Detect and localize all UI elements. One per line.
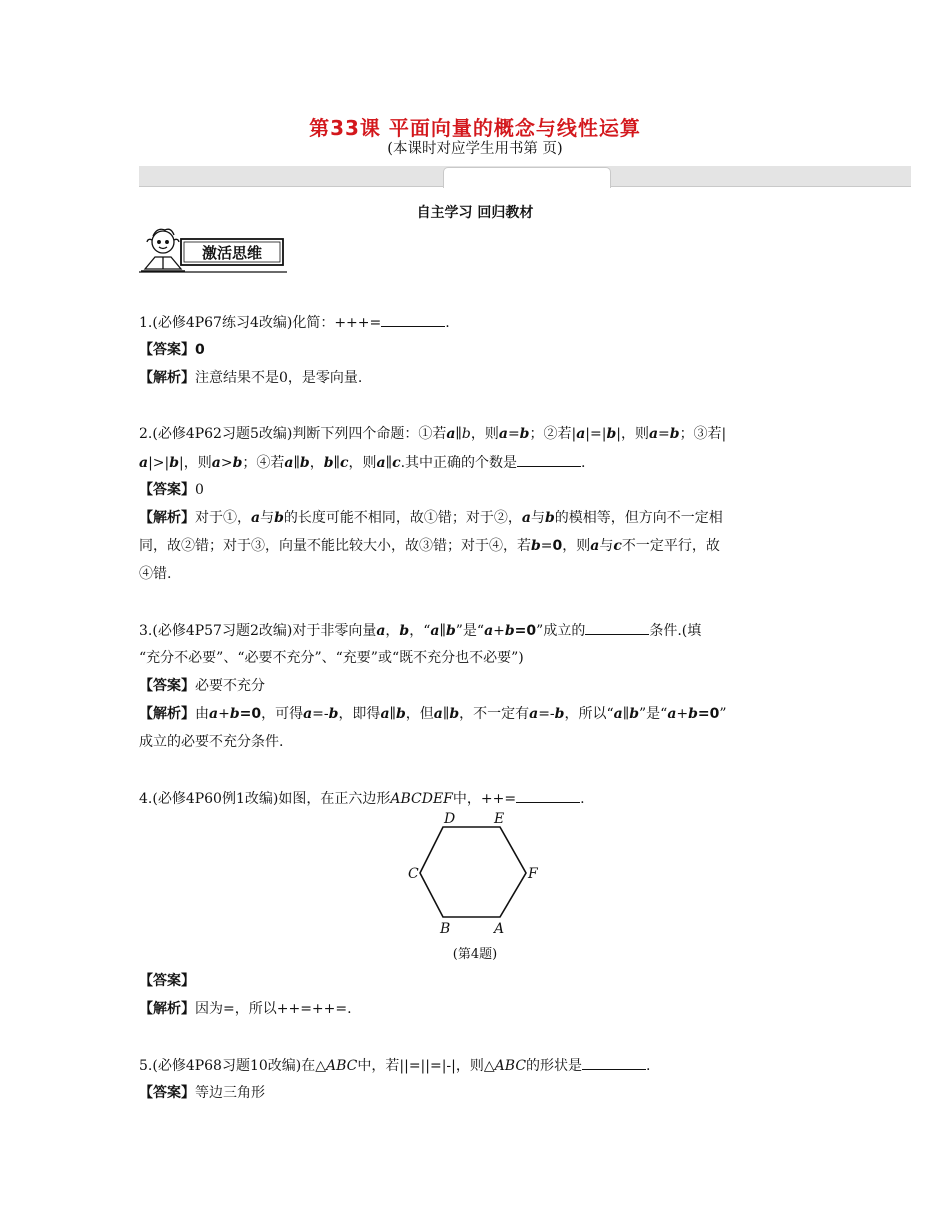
vec-b: b bbox=[399, 623, 410, 639]
q5-question bbox=[139, 1055, 650, 1076]
section-heading: 自主学习 回归教材 bbox=[416, 205, 534, 221]
page-subtitle: (本课时对应学生用书第 页) bbox=[387, 141, 563, 157]
vec-a: a bbox=[576, 426, 586, 442]
q2-text: |=| bbox=[585, 426, 607, 442]
q5-blank bbox=[582, 1055, 646, 1070]
q2-text: ，则 bbox=[348, 455, 377, 471]
q2-text: .其中正确的个数是 bbox=[400, 455, 518, 471]
vertex-E: E bbox=[494, 811, 505, 827]
q3-text: ， bbox=[385, 623, 400, 639]
q3-analysis-line1 bbox=[139, 704, 727, 724]
vec-a: a bbox=[211, 455, 221, 471]
vec-b: b bbox=[299, 455, 310, 471]
q4-text: 中，++= bbox=[452, 791, 517, 807]
analysis-label: 【解析】 bbox=[139, 1001, 195, 1017]
q2-analysis: ，则 bbox=[562, 538, 591, 554]
vec-a: a bbox=[433, 706, 443, 722]
q3-analysis: ，但 bbox=[405, 706, 434, 722]
q4-answer-line bbox=[139, 971, 195, 991]
q2-analysis: 与 bbox=[599, 538, 614, 554]
parallel-symbol: ∥ bbox=[439, 623, 446, 639]
vec-a: a bbox=[376, 455, 386, 471]
q4-text: 4.(必修4P60例1改编)如图，在正六边形 bbox=[139, 791, 391, 807]
q2-blank bbox=[517, 452, 581, 467]
vertex-B: B bbox=[440, 921, 451, 935]
vec-b: b bbox=[229, 706, 240, 722]
q2-text: = bbox=[507, 426, 520, 442]
vec-a: a bbox=[498, 426, 508, 442]
answer-label: 【答案】 bbox=[139, 482, 195, 498]
q1-answer-line bbox=[139, 340, 205, 360]
activate-thinking-badge bbox=[139, 225, 287, 275]
q5-end: . bbox=[646, 1058, 651, 1074]
reading-child-icon bbox=[141, 229, 185, 271]
q3-analysis: =- bbox=[312, 706, 329, 722]
analysis-label: 【解析】 bbox=[139, 370, 195, 386]
vec-a: a bbox=[667, 706, 677, 722]
hexagon-figure bbox=[400, 805, 550, 935]
vec-b: b bbox=[669, 426, 680, 442]
q5-triangle-name: ABC bbox=[326, 1058, 358, 1074]
q3-analysis: 由 bbox=[195, 706, 209, 722]
vec-a: a bbox=[590, 538, 600, 554]
vec-a: a bbox=[430, 623, 440, 639]
q3-analysis: =0 bbox=[239, 706, 262, 722]
q2-text: ；④若 bbox=[242, 455, 285, 471]
vec-a: a bbox=[613, 706, 623, 722]
figure-caption: (第4题) bbox=[452, 947, 498, 962]
q4-analysis-line bbox=[139, 999, 352, 1019]
q3-analysis: ，即得 bbox=[338, 706, 381, 722]
q1-analysis-line bbox=[139, 368, 362, 388]
vertex-A: A bbox=[494, 921, 505, 935]
q2-analysis-line1 bbox=[139, 508, 723, 528]
vec-b: b bbox=[395, 706, 406, 722]
q1-end: . bbox=[445, 315, 450, 331]
vec-b: b bbox=[461, 426, 471, 442]
page-title: 第33课 平面向量的概念与线性运算 bbox=[309, 116, 641, 140]
vec-a: a bbox=[521, 510, 531, 526]
q5-answer: 等边三角形 bbox=[195, 1085, 265, 1101]
q2-answer-line bbox=[139, 480, 204, 500]
q2-text: = bbox=[658, 426, 670, 442]
q4-analysis: 因为=，所以++=++=. bbox=[195, 1001, 352, 1017]
q5-answer-line bbox=[139, 1083, 265, 1103]
vec-b: b bbox=[445, 623, 456, 639]
q2-analysis: 与 bbox=[260, 510, 275, 526]
q2-text: > bbox=[220, 455, 233, 471]
header-bar-tab bbox=[443, 167, 611, 188]
q2-end: . bbox=[581, 455, 586, 471]
parallel-symbol: ∥ bbox=[293, 455, 300, 471]
q2-question-line1 bbox=[139, 424, 726, 444]
q2-text: ， bbox=[309, 455, 324, 471]
q3-text: =0 bbox=[514, 623, 537, 639]
vec-b: b bbox=[531, 538, 541, 554]
q2-answer: 0 bbox=[195, 482, 204, 498]
vec-b: b bbox=[688, 706, 698, 722]
q2-analysis: 对于①， bbox=[195, 510, 251, 526]
zero-vector: 0 bbox=[552, 538, 563, 554]
q1-text: 1.(必修4P67练习4改编)化简：+++= bbox=[139, 315, 382, 331]
q2-analysis: 的长度可能不相同，故①错；对于②， bbox=[283, 510, 522, 526]
answer-label: 【答案】 bbox=[139, 678, 195, 694]
q2-text: ；②若| bbox=[529, 426, 577, 442]
q3-text: ”是“ bbox=[455, 623, 485, 639]
vec-a: a bbox=[376, 623, 386, 639]
vec-b: b bbox=[169, 455, 180, 471]
q1-blank bbox=[381, 312, 445, 327]
q3-blank bbox=[585, 620, 649, 635]
vec-b: b bbox=[323, 455, 334, 471]
q3-text: 条件.(填 bbox=[649, 623, 702, 639]
vec-c: c bbox=[339, 455, 349, 471]
vec-a: a bbox=[648, 426, 659, 442]
q3-analysis: ，所以“ bbox=[564, 706, 614, 722]
q3-analysis: 成立的必要不充分条件. bbox=[139, 734, 284, 750]
q4-shape-name: ABCDEF bbox=[390, 791, 453, 807]
q4-end: . bbox=[580, 791, 585, 807]
parallel-symbol: ∥ bbox=[385, 455, 393, 471]
vec-b: b bbox=[449, 706, 460, 722]
vec-a: a bbox=[529, 706, 539, 722]
vertex-F: F bbox=[528, 866, 538, 882]
q2-text: |，则 bbox=[616, 426, 649, 442]
q5-text: 5.(必修4P68习题10改编)在△ bbox=[139, 1058, 327, 1074]
q3-analysis-line2 bbox=[139, 732, 283, 752]
vec-b: b bbox=[606, 426, 617, 442]
vec-b: b bbox=[232, 455, 243, 471]
q3-analysis: ，不一定有 bbox=[459, 706, 530, 722]
vec-c: c bbox=[392, 455, 401, 471]
parallel-symbol: ∥ bbox=[455, 426, 462, 442]
hexagon-shape bbox=[420, 827, 526, 917]
analysis-label: 【解析】 bbox=[139, 706, 195, 722]
q2-analysis: 不一定平行，故 bbox=[621, 538, 720, 554]
q3-answer: 必要不充分 bbox=[195, 678, 265, 694]
vec-a: a bbox=[139, 455, 149, 471]
vec-a: a bbox=[284, 455, 294, 471]
answer-label: 【答案】 bbox=[139, 342, 195, 358]
q3-question-line1 bbox=[139, 620, 701, 641]
parallel-symbol: ∥ bbox=[389, 706, 396, 722]
q3-analysis: =- bbox=[538, 706, 555, 722]
q2-analysis-line3 bbox=[139, 564, 171, 584]
q3-text: ”成立的 bbox=[536, 623, 586, 639]
vec-a: a bbox=[303, 706, 313, 722]
answer-label: 【答案】 bbox=[139, 1085, 195, 1101]
vec-b: b bbox=[544, 510, 555, 526]
q5-text: 的形状是 bbox=[526, 1058, 583, 1074]
vec-a: a bbox=[380, 706, 390, 722]
q3-text: + bbox=[493, 623, 505, 639]
q2-analysis: 同，故②错；对于③，向量不能比较大小，故③错；对于④，若 bbox=[139, 538, 531, 554]
q2-text: ，则 bbox=[470, 426, 499, 442]
parallel-symbol: ∥ bbox=[442, 706, 450, 722]
q1-answer: 0 bbox=[195, 342, 205, 358]
vertex-C: C bbox=[408, 866, 419, 882]
q2-text: 2.(必修4P62习题5改编)判断下列四个命题：①若 bbox=[139, 426, 447, 442]
q3-analysis: ，可得 bbox=[261, 706, 304, 722]
q5-triangle-name: ABC bbox=[494, 1058, 527, 1074]
vec-a: a bbox=[251, 510, 261, 526]
answer-label: 【答案】 bbox=[139, 973, 195, 989]
q3-analysis: + bbox=[676, 706, 689, 722]
vec-a: a bbox=[209, 706, 219, 722]
vec-b: b bbox=[504, 623, 515, 639]
vec-b: b bbox=[328, 706, 339, 722]
q3-text: ，“ bbox=[409, 623, 431, 639]
q2-text: |>| bbox=[148, 455, 170, 471]
q5-text: 中，若||=||=|-|，则△ bbox=[357, 1058, 495, 1074]
analysis-label: 【解析】 bbox=[139, 510, 195, 526]
q2-analysis: ④错. bbox=[139, 566, 172, 582]
vec-b: b bbox=[554, 706, 565, 722]
q1-question bbox=[139, 312, 450, 333]
q2-analysis-line2 bbox=[139, 536, 720, 556]
vec-b: b bbox=[629, 706, 639, 722]
q2-analysis: 与 bbox=[530, 510, 545, 526]
q3-answer-line bbox=[139, 676, 265, 696]
parallel-symbol: ∥ bbox=[622, 706, 630, 722]
q3-analysis: + bbox=[218, 706, 230, 722]
q3-text: 3.(必修4P57习题2改编)对于非零向量 bbox=[139, 623, 377, 639]
vertex-D: D bbox=[444, 811, 456, 827]
vec-b: b bbox=[519, 426, 530, 442]
vec-a: a bbox=[446, 426, 456, 442]
vec-c: c bbox=[613, 538, 622, 554]
parallel-symbol: ∥ bbox=[333, 455, 340, 471]
vec-b: b bbox=[274, 510, 284, 526]
q2-text: |，则 bbox=[179, 455, 212, 471]
q3-analysis: =0 bbox=[697, 706, 720, 722]
q3-question-line2 bbox=[139, 648, 524, 668]
q4-blank bbox=[516, 788, 580, 803]
vec-a: a bbox=[484, 623, 494, 639]
q3-text: “充分不必要”、“必要不充分”、“充要”或“既不充分也不必要”) bbox=[139, 650, 524, 666]
q1-analysis: 注意结果不是0，是零向量. bbox=[195, 370, 363, 386]
q2-text: ；③若| bbox=[679, 426, 727, 442]
q2-analysis: 的模相等，但方向不一定相 bbox=[554, 510, 723, 526]
q2-question-line2 bbox=[139, 452, 586, 473]
q2-analysis: = bbox=[540, 538, 553, 554]
q3-analysis: ” bbox=[719, 706, 727, 722]
q3-analysis: ”是“ bbox=[638, 706, 668, 722]
badge-text: 激活思维 bbox=[201, 244, 263, 262]
